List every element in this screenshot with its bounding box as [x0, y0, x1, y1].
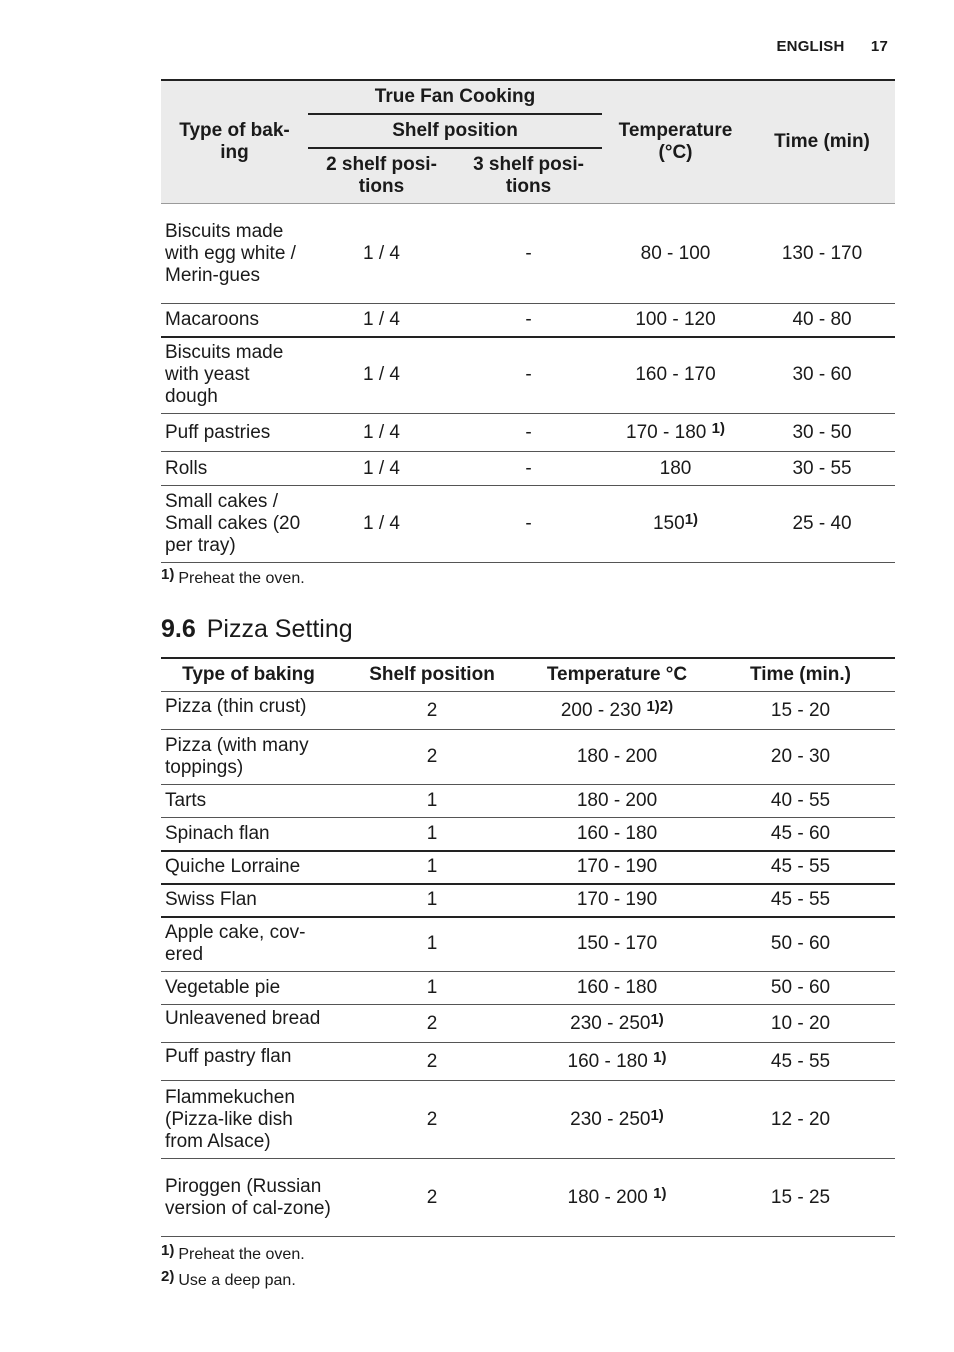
page-header	[776, 38, 888, 55]
cell-temp: 230 - 250$^{1)}$	[570, 1010, 664, 1034]
cell-time: 15 - 25	[770, 1186, 831, 1208]
table2-footnote-1: $^{1)}$ Preheat the oven.	[161, 1242, 305, 1263]
cell-shelf: 2	[426, 1012, 438, 1034]
cell-temp: 170 - 190	[576, 889, 658, 910]
cell-type: Pizza (thin crust)	[165, 696, 307, 717]
cell-shelf2: 1 / 4	[363, 308, 400, 330]
cell-shelf3: -	[525, 513, 532, 534]
cell-time: 12 - 20	[770, 1108, 831, 1130]
cell-shelf2: 1 / 4	[363, 364, 400, 386]
cell-time: 10 - 20	[770, 1012, 831, 1034]
col-header-group: True Fan Cooking	[308, 80, 602, 114]
table-row	[161, 884, 895, 917]
table-row	[161, 486, 895, 563]
cell-time: 25 - 40	[792, 513, 852, 534]
cell-time: 45 - 55	[770, 889, 831, 910]
table-row	[161, 304, 895, 337]
page-number: 17	[870, 38, 888, 55]
cell-time: 50 - 60	[770, 977, 831, 998]
cell-shelf: 2	[426, 1108, 438, 1130]
cell-temp: 230 - 250$^{1)}$	[570, 1106, 664, 1130]
cell-type: Flammekuchen (Pizza-like dish from Alsace)	[165, 1086, 295, 1152]
col-header-shelf2: 2 shelf posi-tions	[308, 148, 455, 204]
cell-time: 30 - 55	[792, 457, 852, 479]
cell-temp: 80 - 100	[640, 242, 711, 264]
cell-shelf: 1	[426, 856, 438, 877]
col-header-temperature: Temperature °C	[528, 658, 706, 692]
cell-temp: 150 - 170	[576, 933, 658, 955]
cell-time: 30 - 60	[792, 364, 852, 386]
col-header-shelf: Shelf position	[336, 658, 528, 692]
cell-shelf: 1	[426, 889, 438, 910]
table-row	[161, 818, 895, 851]
cell-time: 45 - 55	[770, 1050, 831, 1072]
cell-shelf2: 1 / 4	[363, 421, 400, 443]
cell-type: Tarts	[165, 790, 207, 811]
pizza-setting-table	[161, 657, 895, 1237]
cell-shelf: 1	[426, 933, 438, 955]
cell-temp: 100 - 120	[635, 308, 716, 330]
cell-time: 40 - 80	[792, 308, 852, 330]
true-fan-cooking-table	[161, 79, 895, 563]
cell-shelf: 1	[426, 822, 438, 844]
cell-temp: 160 - 180	[576, 977, 658, 998]
cell-type: Small cakes / Small cakes (20 per tray)	[165, 491, 301, 556]
section-heading: Pizza Setting	[206, 615, 353, 643]
col-header-time: Time (min.)	[706, 658, 895, 692]
section-title	[161, 613, 353, 645]
cell-type: Macaroons	[165, 308, 259, 330]
cell-type: Piroggen (Russian version of cal-zone)	[165, 1175, 331, 1219]
cell-time: 30 - 50	[792, 421, 852, 443]
col-header-type: Type of bak-ing	[161, 80, 308, 204]
cell-time: 40 - 55	[770, 790, 831, 811]
cell-shelf: 2	[426, 1050, 438, 1072]
cell-temp: 180 - 200	[576, 790, 658, 811]
table-row	[161, 1043, 895, 1081]
table-row	[161, 1159, 895, 1237]
cell-type: Puff pastry flan	[165, 1046, 292, 1067]
cell-temp: 150$^{1)}$	[652, 511, 699, 534]
table-row	[161, 414, 895, 452]
cell-type: Spinach flan	[165, 822, 270, 844]
cell-type: Unleavened bread	[165, 1008, 321, 1029]
cell-shelf2: 1 / 4	[363, 513, 400, 534]
table-row	[161, 452, 895, 486]
cell-shelf: 1	[426, 790, 438, 811]
cell-time: 45 - 55	[770, 856, 831, 877]
cell-time: 50 - 60	[770, 933, 831, 955]
cell-temp: 170 - 180 $^{1)}$	[626, 419, 725, 443]
col-header-subgroup: Shelf position	[308, 114, 602, 148]
cell-shelf3: -	[525, 421, 532, 443]
col-header-temperature: Temperature (°C)	[602, 80, 749, 204]
cell-shelf3: -	[525, 308, 532, 330]
col-header-time: Time (min)	[749, 80, 895, 204]
cell-time: 45 - 60	[770, 822, 831, 844]
cell-temp: 180	[659, 457, 692, 479]
cell-time: 15 - 20	[770, 699, 831, 721]
cell-temp: 180 - 200 $^{1)}$	[567, 1184, 667, 1208]
cell-type: Biscuits made with yeast dough	[165, 342, 284, 408]
cell-time: 130 - 170	[781, 242, 863, 264]
section-number: 9.6	[161, 615, 196, 643]
col-header-type: Type of baking	[161, 658, 336, 692]
cell-type: Biscuits made with egg white / Merin-gues	[165, 220, 296, 286]
cell-type: Rolls	[165, 457, 208, 479]
language-label: ENGLISH	[776, 38, 845, 55]
cell-shelf3: -	[525, 242, 532, 264]
cell-shelf: 1	[426, 977, 438, 998]
table2-footnote-2: $^{2)}$ Use a deep pan.	[161, 1268, 296, 1289]
cell-temp: 200 - 230 $^{1)2)}$	[560, 697, 674, 721]
cell-shelf3: -	[525, 457, 532, 479]
table-row	[161, 204, 895, 304]
cell-type: Pizza (with many toppings)	[165, 735, 309, 778]
cell-shelf2: 1 / 4	[363, 457, 400, 479]
table-row	[161, 1005, 895, 1043]
cell-type: Quiche Lorraine	[165, 856, 301, 877]
cell-time: 20 - 30	[770, 746, 831, 767]
cell-type: Swiss Flan	[165, 889, 257, 910]
table-row	[161, 972, 895, 1005]
cell-type: Puff pastries	[165, 421, 271, 443]
cell-temp: 170 - 190	[576, 856, 658, 877]
table-row	[161, 917, 895, 972]
table-row	[161, 1081, 895, 1159]
cell-shelf: 2	[426, 1186, 438, 1208]
cell-temp: 160 - 180	[576, 822, 658, 844]
cell-shelf2: 1 / 4	[363, 242, 400, 264]
cell-temp: 160 - 180 $^{1)}$	[567, 1048, 667, 1072]
cell-shelf3: -	[525, 364, 532, 386]
table-row	[161, 785, 895, 818]
table-row	[161, 730, 895, 785]
cell-shelf: 2	[426, 746, 438, 767]
table1-footnote: $^{1)}$ Preheat the oven.	[161, 566, 305, 587]
table-row	[161, 851, 895, 884]
table-row	[161, 337, 895, 414]
cell-temp: 160 - 170	[635, 364, 716, 386]
cell-temp: 180 - 200	[576, 746, 658, 767]
cell-type: Vegetable pie	[165, 977, 281, 998]
cell-shelf: 2	[426, 699, 438, 721]
table-row	[161, 692, 895, 730]
cell-type: Apple cake, cov-ered	[165, 922, 306, 966]
col-header-shelf3: 3 shelf posi-tions	[455, 148, 602, 204]
